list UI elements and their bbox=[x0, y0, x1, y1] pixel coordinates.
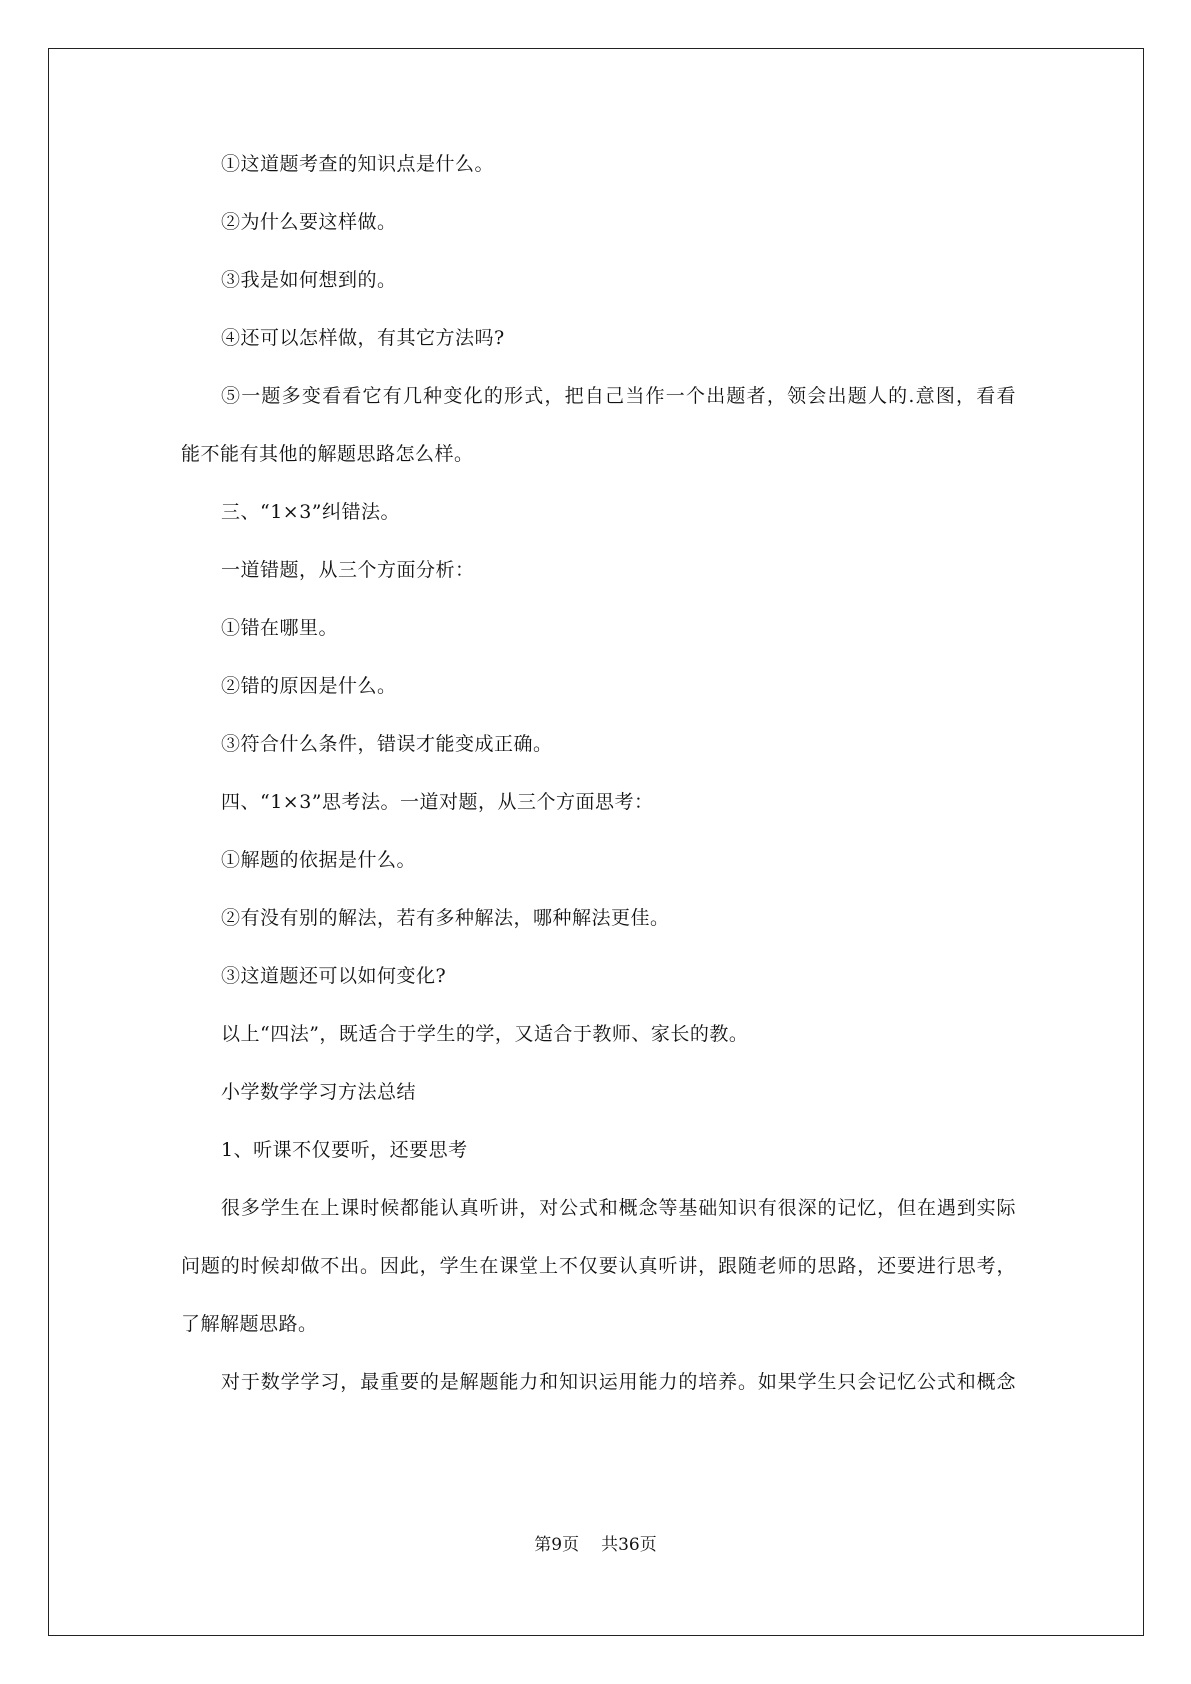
text-line: 很多学生在上课时候都能认真听讲，对公式和概念等基础知识有很深的记忆，但在遇到实际 bbox=[221, 1197, 1016, 1219]
text-line: ②错的原因是什么。 bbox=[221, 675, 397, 697]
text-line: ③符合什么条件，错误才能变成正确。 bbox=[221, 733, 553, 755]
text-line: ③这道题还可以如何变化? bbox=[221, 965, 447, 987]
section-heading: 三、“1×3”纠错法。 bbox=[221, 501, 401, 523]
text-line: 能不能有其他的解题思路怎么样。 bbox=[181, 443, 474, 465]
text-line: ④还可以怎样做，有其它方法吗? bbox=[221, 327, 505, 349]
text-line: ⑤一题多变看看它有几种变化的形式，把自己当作一个出题者，领会出题人的.意图，看看 bbox=[221, 385, 1016, 407]
text-line: ②有没有别的解法，若有多种解法，哪种解法更佳。 bbox=[221, 907, 670, 929]
text-line: 以上“四法”，既适合于学生的学，又适合于教师、家长的教。 bbox=[221, 1023, 749, 1045]
page-total: 共36页 bbox=[601, 1535, 657, 1555]
text-line: 问题的时候却做不出。因此，学生在课堂上不仅要认真听讲，跟随老师的思路，还要进行思考， bbox=[181, 1255, 1016, 1277]
page-number: 第9页 bbox=[534, 1535, 580, 1555]
page-footer bbox=[0, 1533, 1191, 1557]
text-line: 了解解题思路。 bbox=[181, 1313, 318, 1335]
text-line: 对于数学学习，最重要的是解题能力和知识运用能力的培养。如果学生只会记忆公式和概念 bbox=[221, 1371, 1016, 1393]
text-line: ③我是如何想到的。 bbox=[221, 269, 397, 291]
text-line: 一道错题，从三个方面分析： bbox=[221, 559, 475, 581]
text-line: ②为什么要这样做。 bbox=[221, 211, 397, 233]
section-heading: 1、听课不仅要听，还要思考 bbox=[221, 1139, 468, 1161]
text-line: ①这道题考查的知识点是什么。 bbox=[221, 153, 495, 175]
text-line: ①错在哪里。 bbox=[221, 617, 339, 639]
section-heading: 四、“1×3”思考法。一道对题，从三个方面思考： bbox=[221, 791, 654, 813]
section-title: 小学数学学习方法总结 bbox=[221, 1081, 417, 1103]
text-line: ①解题的依据是什么。 bbox=[221, 849, 417, 871]
